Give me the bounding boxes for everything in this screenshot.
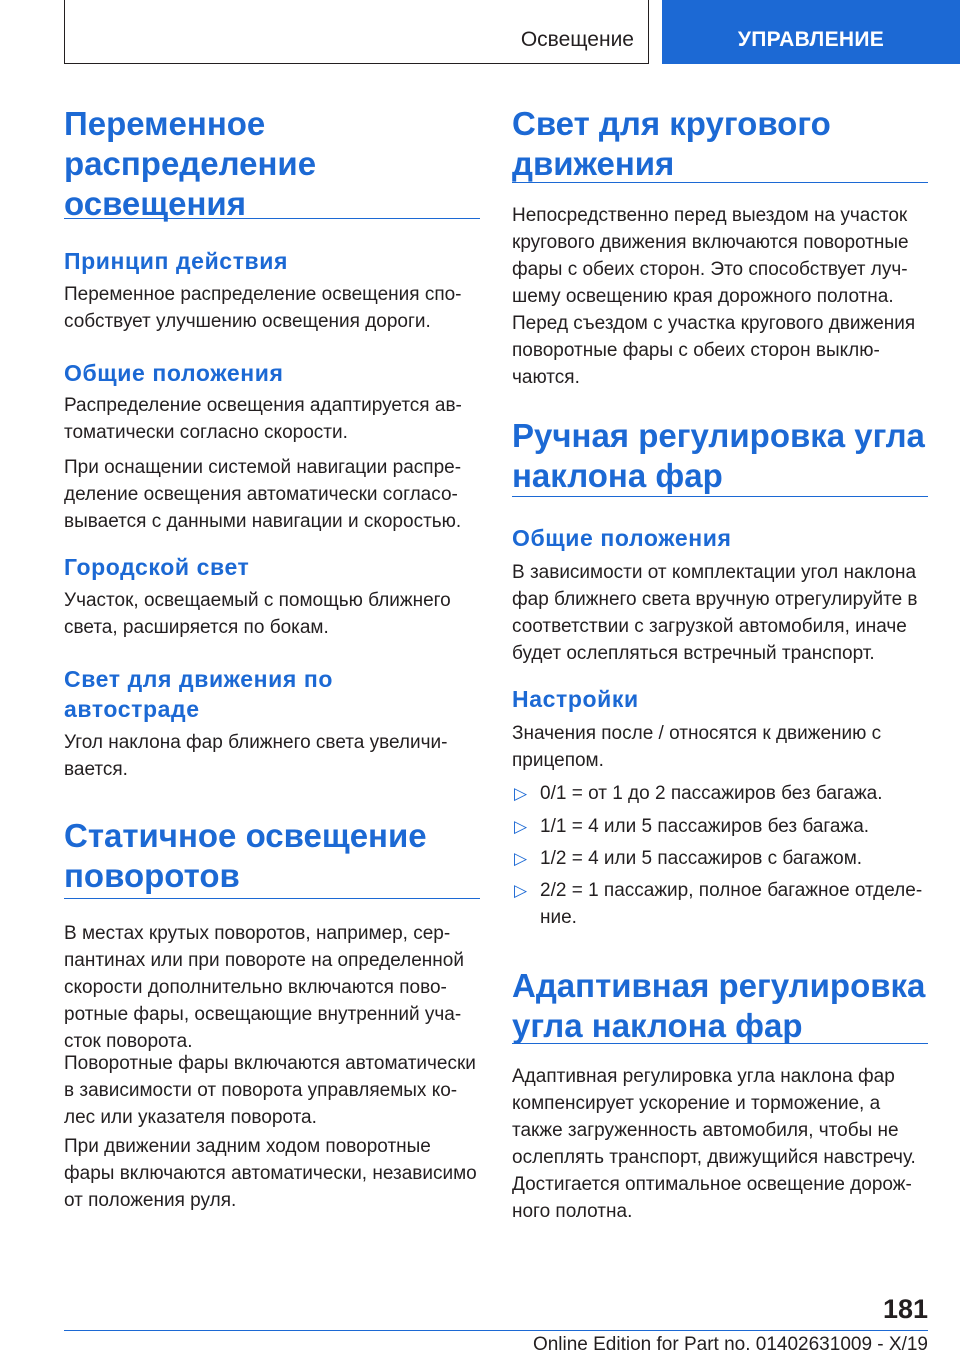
subheading-motorway-light: Свет для движения по автостраде <box>64 666 334 722</box>
list-item: ▷ 2/2 = 1 пассажир, полное багажное отделе- ние. <box>512 877 928 931</box>
triangle-right-outline-icon: ▷ <box>514 817 528 836</box>
heading-rule <box>512 496 928 497</box>
subheading-general-manual: Общие положения <box>512 525 732 551</box>
heading-manual-headlight-leveling: Ручная регулировка угла наклона фар <box>512 417 925 494</box>
list-item: ▷ 1/2 = 4 или 5 пассажиров с багажом. <box>512 845 928 872</box>
heading-rule <box>64 898 480 899</box>
subheading-general: Общие положения <box>64 360 284 386</box>
subheading-settings: Настройки <box>512 686 639 712</box>
paragraph-roundabout: Непосредственно перед выездом на участок кругового движения включаются поворотные фары с обеих сторон. Это способствует луч- шему освещению края дорожного полотна. Перед съездом с участка кругового движения поворотные фары с обеих сторон выклю- чаются. <box>512 205 916 388</box>
heading-rule <box>512 182 928 183</box>
chapter-title: УПРАВЛЕНИЕ <box>737 28 885 51</box>
heading-rule <box>512 1043 928 1044</box>
triangle-right-outline-icon: ▷ <box>514 784 528 803</box>
list-item: ▷ 0/1 = от 1 до 2 пассажиров без багажа. <box>512 780 928 807</box>
heading-static-cornering-light: Статичное освещение поворотов <box>64 817 427 894</box>
paragraph-settings: Значения после / относятся к движению с прицепом. <box>512 723 882 771</box>
paragraph-static-3: При движении задним ходом поворотные фары включаются автоматически, независимо от положения руля. <box>64 1136 477 1211</box>
subheading-city-light: Городской свет <box>64 554 250 580</box>
header-section-title: Освещение <box>520 28 634 51</box>
paragraph-city-light: Участок, освещаемый с помощью ближнего света, расширяется по бокам. <box>64 590 451 638</box>
footer-rule <box>64 1330 928 1331</box>
paragraph-general-2: При оснащении системой навигации распре- деление освещения автоматически согласо- вывается с данными навигации и скоростью. <box>64 457 462 532</box>
subheading-principle: Принцип действия <box>64 248 289 274</box>
heading-roundabout-light: Свет для кругового движения <box>512 105 831 182</box>
heading-rule <box>64 218 480 219</box>
heading-adaptive-headlight-leveling: Адаптивная регулировка угла наклона фар <box>512 967 926 1044</box>
paragraph-principle: Переменное распределение освещения спо- собствует улучшению освещения дороги. <box>64 284 462 332</box>
header-section-box <box>64 0 649 64</box>
page-number: 181 <box>882 1294 928 1324</box>
triangle-right-outline-icon: ▷ <box>514 881 528 900</box>
paragraph-general-manual: В зависимости от комплектации угол наклона фар ближнего света вручную отрегулируйте в соответствии с загрузкой автомобиля, иначе будет ослепляться встречный транспорт. <box>512 562 918 664</box>
paragraph-static-1: В местах крутых поворотов, например, сер- пантинах или при повороте на определенной скорости дополнительно включаются пово- ротные фары, освещающие внутренний уча- сток поворота. <box>64 923 464 1052</box>
paragraph-adaptive: Адаптивная регулировка угла наклона фар компенсирует ускорение и торможение, а также загруженность автомобиля, чтобы не ослеплять транспорт, движущийся навстречу. Достигается оптимальное освещение дорож- ного полотна. <box>512 1066 916 1222</box>
list-item: ▷ 1/1 = 4 или 5 пассажиров без багажа. <box>512 813 928 840</box>
paragraph-motorway-light: Угол наклона фар ближнего света увеличи- вается. <box>64 732 448 780</box>
chapter-tab <box>662 0 960 64</box>
paragraph-general-1: Распределение освещения адаптируется ав- томатически согласно скорости. <box>64 395 462 443</box>
paragraph-static-2: Поворотные фары включаются автоматически в зависимости от поворота управляемых ко- лес или указателя поворота. <box>64 1053 476 1128</box>
heading-variable-light-distribution: Переменное распределение освещения <box>64 105 317 222</box>
triangle-right-outline-icon: ▷ <box>514 849 528 868</box>
edition-info: Online Edition for Part no. 01402631009 - X/19 <box>532 1334 928 1355</box>
